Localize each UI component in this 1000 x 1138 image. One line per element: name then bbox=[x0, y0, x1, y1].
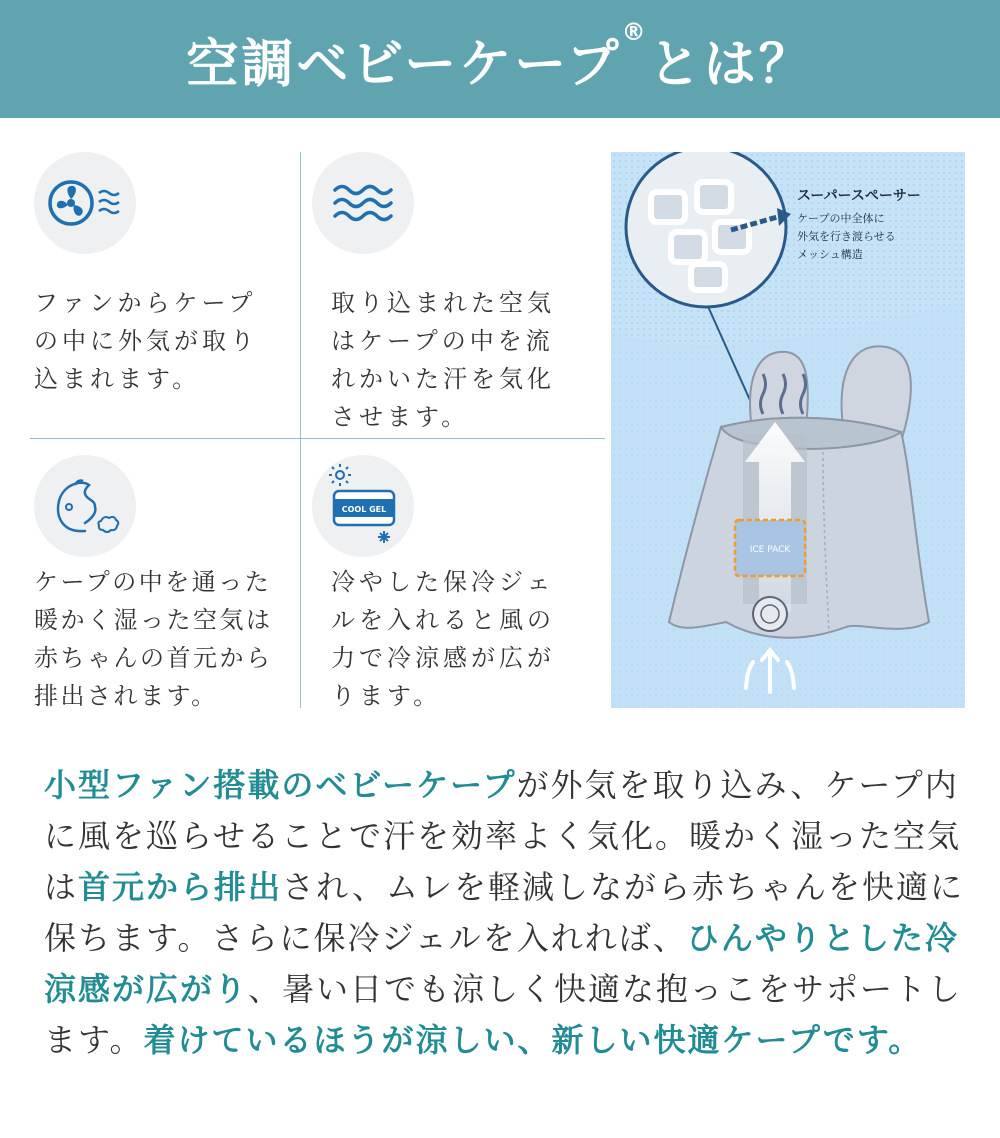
text-line: させます。 bbox=[331, 403, 470, 431]
title-suffix: とは？ bbox=[648, 34, 814, 95]
text-line: れかいた汗を気化 bbox=[331, 365, 555, 393]
text-line: 冷やした保冷ジェ bbox=[331, 568, 555, 596]
description-paragraph bbox=[44, 760, 964, 1066]
callout-line: メッシュ構造 bbox=[797, 248, 863, 261]
ice-pack-label: ICE PACK bbox=[749, 545, 791, 555]
desc-emphasis: 首元から排出 bbox=[78, 868, 283, 906]
text-line: はケープの中を流 bbox=[331, 327, 554, 355]
callout-title: スーパースペーサー bbox=[797, 188, 921, 204]
registered-mark: ® bbox=[621, 17, 649, 46]
desc-emphasis: 着けているほうが涼しい、新しい快適ケープです。 bbox=[143, 1021, 923, 1059]
desc-emphasis: ひんやりとした冷涼感が広がり bbox=[44, 919, 959, 1008]
text-line: ケープの中を通った bbox=[34, 568, 272, 596]
feature-airflow bbox=[301, 152, 605, 438]
cape-illustration bbox=[611, 152, 965, 708]
text-line: ルを入れると風の bbox=[331, 606, 555, 634]
cool-gel-icon bbox=[312, 455, 414, 557]
feature-airflow-text bbox=[331, 284, 581, 436]
text-line: 力で冷涼感が広が bbox=[331, 644, 555, 672]
wave-icon bbox=[312, 152, 414, 254]
cool-gel-label: COOL GEL bbox=[341, 505, 387, 514]
feature-cool-gel-text bbox=[331, 563, 581, 715]
feature-fan bbox=[30, 152, 300, 438]
fan-icon bbox=[34, 152, 136, 254]
text-line: 排出されます。 bbox=[34, 682, 218, 710]
text-line: 暖かく湿った空気は bbox=[34, 606, 273, 634]
text-line: ります。 bbox=[331, 682, 442, 710]
title-main: 空調ベビーケープ bbox=[186, 34, 622, 95]
text-line: 取り込まれた空気 bbox=[331, 289, 555, 317]
desc-emphasis: 小型ファン搭載のベビーケープ bbox=[44, 766, 517, 804]
text-line: 赤ちゃんの首元から bbox=[34, 644, 273, 672]
feature-exhaust-text bbox=[34, 563, 296, 715]
feature-grid bbox=[30, 152, 605, 708]
desc-text: 、暑い日でも涼しく快適な抱っこをサポートします。 bbox=[44, 970, 963, 1059]
feature-fan-text bbox=[34, 284, 284, 398]
page-title bbox=[186, 17, 814, 97]
desc-text: され、ムレを軽減しながら赤ちゃんを快適に保ちます。さらに保冷ジェルを入れれば、 bbox=[44, 868, 964, 957]
text-line: の中に外気が取り bbox=[34, 327, 258, 355]
callout-line: ケープの中全体に bbox=[797, 212, 885, 225]
callout-line: 外気を行き渡らせる bbox=[797, 230, 896, 243]
text-line: ファンからケープ bbox=[34, 289, 257, 317]
header-banner bbox=[0, 0, 1000, 118]
baby-face-icon bbox=[34, 455, 136, 557]
text-line: 込まれます。 bbox=[34, 365, 201, 393]
feature-exhaust bbox=[30, 439, 300, 708]
desc-text: が外気を取り込み、ケープ内に風を巡らせることで汗を効率よく気化。暖かく湿った空気は bbox=[44, 766, 962, 906]
feature-cool-gel bbox=[301, 439, 605, 708]
